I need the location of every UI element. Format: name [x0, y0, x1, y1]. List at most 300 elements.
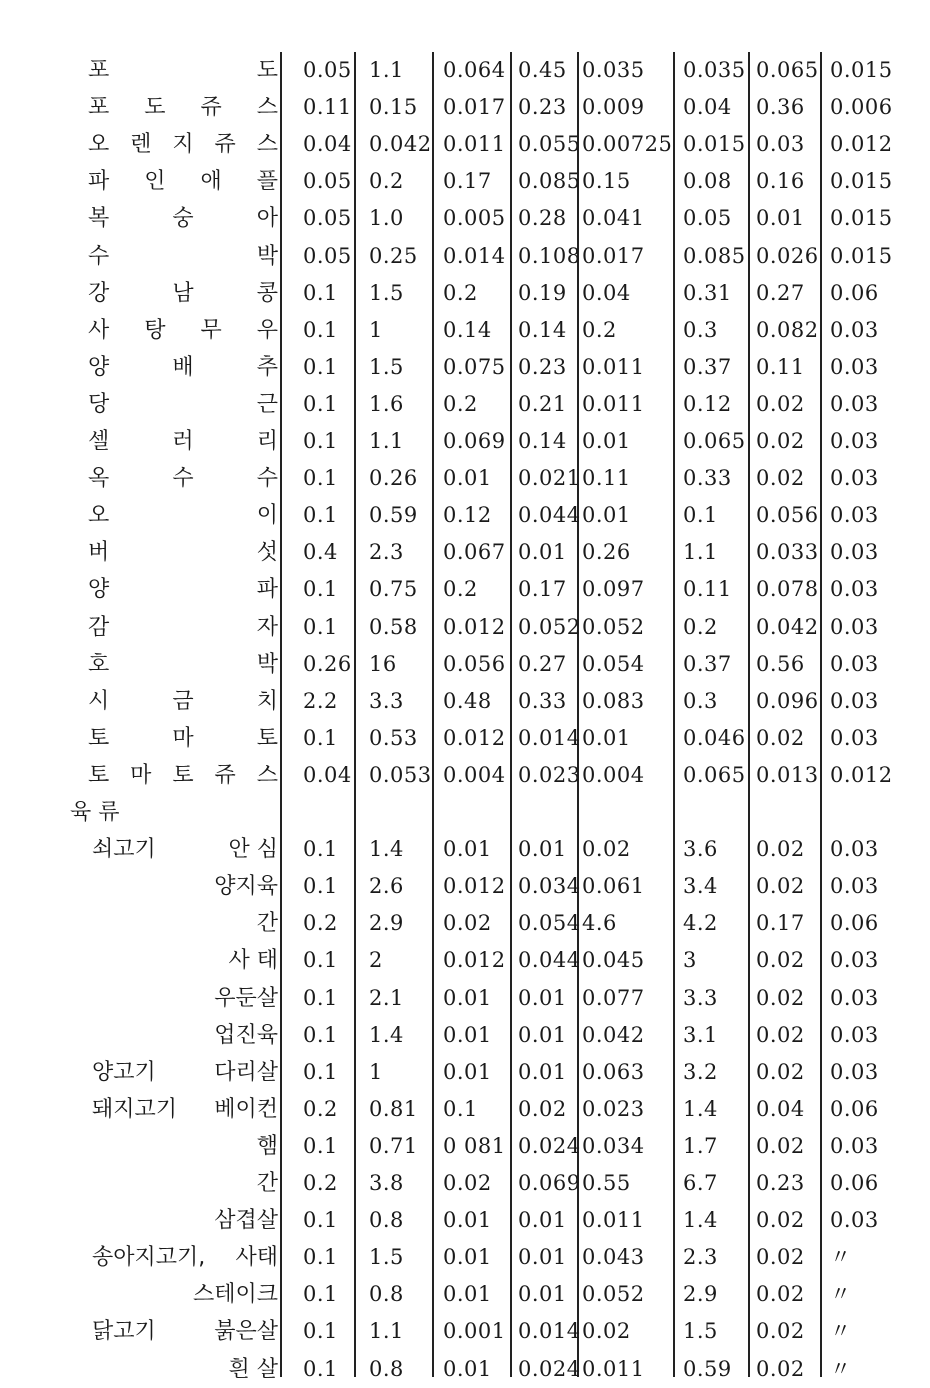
value-cell: 3.2 [683, 1059, 718, 1084]
value-cell: 0.012 [830, 132, 893, 157]
value-cell: 0.1 [303, 1282, 338, 1307]
table-row [0, 1202, 930, 1239]
food-name-char: 이 [256, 503, 278, 529]
value-cell: 0.4 [303, 540, 338, 565]
value-cell: 0.1 [303, 317, 338, 342]
value-cell: 0.023 [518, 762, 581, 787]
value-cell: 0.08 [683, 169, 732, 194]
value-cell: 0.1 [303, 1245, 338, 1270]
value-cell: 0.009 [582, 95, 645, 120]
value-cell: 0.02 [756, 429, 805, 453]
food-name-char: 리 [256, 429, 278, 454]
value-cell: 0.8 [369, 1208, 404, 1233]
value-cell: 2.3 [369, 540, 404, 565]
food-name-char: 도 [256, 58, 278, 83]
food-name-char: 쥬 [200, 95, 222, 121]
value-cell: 0.37 [683, 651, 732, 676]
value-cell: 1.7 [683, 1133, 718, 1158]
value-cell: 0.02 [582, 1319, 631, 1344]
table-row [0, 126, 930, 163]
value-cell: 0.017 [582, 243, 645, 268]
value-cell: 0.1 [303, 466, 338, 491]
value-cell: 0.05 [683, 206, 732, 231]
value-cell: 0.01 [518, 1282, 567, 1307]
food-name-char: 포 [88, 58, 110, 83]
meat-group: 돼지고기 [92, 1096, 178, 1122]
value-cell: 3.3 [369, 688, 404, 713]
value-cell: 0.03 [830, 651, 879, 676]
value-cell: 0.064 [443, 58, 506, 82]
table-row [0, 609, 930, 646]
value-cell: 0.02 [756, 725, 805, 750]
value-cell: 0.067 [443, 540, 506, 565]
value-cell: 0.71 [369, 1133, 418, 1158]
value-cell: 2.2 [303, 688, 338, 713]
value-cell: 0.00725 [582, 132, 673, 157]
value-cell: 0.11 [756, 354, 805, 379]
value-cell: 0.03 [830, 948, 879, 973]
value-cell: 0.04 [756, 1096, 805, 1121]
value-cell: 0.1 [303, 1319, 338, 1344]
table-row [0, 89, 930, 126]
value-cell: 0.053 [369, 762, 432, 787]
value-cell: 0.05 [303, 206, 352, 231]
value-cell: 0.004 [582, 762, 645, 787]
value-cell: 0.02 [518, 1096, 567, 1121]
value-cell: 0.052 [582, 1282, 645, 1307]
value-cell: 0.17 [443, 169, 492, 194]
food-name-char: 감 [88, 614, 110, 640]
value-cell: 0.03 [830, 614, 879, 639]
food-name [88, 275, 278, 312]
value-cell: 0.03 [830, 688, 879, 713]
food-name-char: 포 [88, 95, 110, 121]
value-cell: 0.01 [518, 1059, 567, 1084]
value-cell: 0.1 [303, 280, 338, 305]
value-cell: 0.03 [756, 132, 805, 157]
food-name-char: 마 [172, 725, 194, 751]
value-cell: 0.02 [756, 837, 805, 862]
value-cell: 0.14 [518, 317, 567, 342]
meat-cut: 간 [256, 1171, 278, 1196]
value-cell: 0.096 [756, 688, 819, 713]
value-cell: 0.024 [518, 1133, 581, 1158]
value-cell: 0.1 [303, 503, 338, 528]
food-name [88, 757, 278, 794]
value-cell: 1.1 [369, 58, 404, 82]
meat-group: 쇠고기 [92, 837, 156, 863]
food-name-char: 파 [88, 169, 110, 195]
value-cell: 2 [369, 948, 383, 973]
value-cell: 0.083 [582, 688, 645, 713]
value-cell: 0.33 [683, 466, 732, 491]
value-cell: 0.054 [518, 911, 581, 936]
value-cell: 0.04 [582, 280, 631, 305]
value-cell: 0.01 [582, 503, 631, 528]
food-name-char: 추 [256, 354, 278, 380]
food-name [88, 312, 278, 349]
value-cell: 0.28 [518, 206, 567, 231]
value-cell: 0.03 [830, 985, 879, 1010]
food-name-char: 쥬 [214, 132, 236, 158]
value-cell: 0.01 [443, 837, 492, 862]
food-name-char: 아 [256, 206, 278, 232]
value-cell: 2.6 [369, 874, 404, 899]
food-name-char: 오 [88, 132, 110, 158]
value-cell: 0.2 [303, 911, 338, 936]
value-cell: 1.4 [683, 1096, 718, 1121]
value-cell: 0.065 [683, 429, 746, 453]
value-cell: 0.12 [443, 503, 492, 528]
food-name-char: 파 [256, 577, 278, 603]
value-cell: 〃 [830, 1282, 852, 1307]
value-cell: 0.01 [443, 985, 492, 1010]
value-cell: 0.011 [443, 132, 506, 157]
value-cell: 0.27 [756, 280, 805, 305]
food-name-char: 수 [256, 466, 278, 492]
food-name-char: 박 [256, 651, 278, 677]
table-row [0, 163, 930, 200]
food-name-char: 옥 [88, 466, 110, 492]
value-cell: 0.021 [518, 466, 581, 491]
value-cell: 3.4 [683, 874, 718, 899]
value-cell: 0.052 [582, 614, 645, 639]
food-name-char: 배 [172, 354, 194, 380]
value-cell: 0.1 [303, 354, 338, 379]
value-cell: 0.069 [443, 429, 506, 453]
value-cell: 0.045 [582, 948, 645, 973]
food-name-char: 사 [88, 317, 110, 343]
value-cell: 0.034 [518, 874, 581, 899]
value-cell: 0.02 [756, 1022, 805, 1047]
table-row [0, 757, 930, 794]
value-cell: 2.9 [683, 1282, 718, 1307]
value-cell: 0.044 [518, 948, 581, 973]
value-cell: 0.2 [303, 1096, 338, 1121]
food-name-char: 복 [88, 206, 110, 232]
table-row [0, 534, 930, 571]
value-cell: 0.015 [830, 58, 893, 82]
table-row [0, 905, 930, 942]
food-name-char: 인 [144, 169, 166, 195]
food-name-char: 금 [172, 688, 194, 714]
value-cell: 0.04 [303, 762, 352, 787]
value-cell: 0.001 [443, 1319, 506, 1344]
value-cell: 1.4 [683, 1208, 718, 1233]
food-name-char: 마 [130, 762, 152, 788]
meat-cut: 우둔살 [214, 985, 278, 1011]
food-name-char: 강 [88, 280, 110, 306]
value-cell: 0.065 [683, 762, 746, 787]
value-cell: 0.2 [369, 169, 404, 194]
table-row [0, 1239, 930, 1276]
value-cell: 0.21 [518, 391, 567, 416]
value-cell: 16 [369, 651, 397, 676]
table-row [0, 942, 930, 979]
value-cell: 0.23 [518, 95, 567, 120]
value-cell: 0.27 [518, 651, 567, 676]
value-cell: 0.12 [683, 391, 732, 416]
food-name-char: 호 [88, 651, 110, 677]
value-cell: 0.012 [443, 614, 506, 639]
value-cell: 0.069 [518, 1171, 581, 1195]
value-cell: 0 081 [443, 1133, 506, 1158]
value-cell: 0.37 [683, 354, 732, 379]
food-name-char: 러 [172, 429, 194, 454]
food-name [88, 238, 278, 275]
meat-cut: 간 [256, 911, 278, 937]
value-cell: 0.012 [443, 948, 506, 973]
value-cell: 1.4 [369, 1022, 404, 1047]
value-cell: 0.017 [443, 95, 506, 120]
value-cell: 0.012 [443, 725, 506, 750]
value-cell: 0.1 [303, 1022, 338, 1047]
value-cell: 0.056 [756, 503, 819, 528]
value-cell: 0.36 [756, 95, 805, 120]
food-name-char: 무 [200, 317, 222, 343]
value-cell: 0.23 [756, 1171, 805, 1195]
value-cell: 0.14 [518, 429, 567, 453]
value-cell: 0.01 [518, 837, 567, 862]
food-name [88, 720, 278, 757]
value-cell: 0.17 [756, 911, 805, 936]
food-name [88, 163, 278, 200]
value-cell: 0.085 [518, 169, 581, 194]
value-cell: 2.9 [369, 911, 404, 936]
value-cell: 0.02 [756, 391, 805, 416]
meat-group: 송아지고기, [92, 1245, 206, 1271]
table-row [0, 200, 930, 237]
value-cell: 0.01 [582, 429, 631, 453]
food-name [88, 609, 278, 646]
meat-cut: 안 심 [228, 837, 278, 863]
food-name [88, 200, 278, 237]
value-cell: 0.1 [303, 725, 338, 750]
value-cell: 0.1 [303, 1356, 338, 1381]
value-cell: 0.45 [518, 58, 567, 82]
food-name-char: 토 [88, 725, 110, 751]
value-cell: 0.23 [518, 354, 567, 379]
value-cell: 1.1 [369, 429, 404, 453]
value-cell: 0.1 [303, 985, 338, 1010]
table-row [0, 349, 930, 386]
value-cell: 0.077 [582, 985, 645, 1010]
value-cell: 0.2 [683, 614, 718, 639]
table-row [0, 497, 930, 534]
value-cell: 0.023 [582, 1096, 645, 1121]
food-name-char: 양 [88, 354, 110, 380]
value-cell: 〃 [830, 1319, 852, 1344]
food-name-char: 우 [256, 317, 278, 343]
meat-cut: 베이컨 [214, 1096, 278, 1122]
value-cell: 0.1 [303, 948, 338, 973]
value-cell: 0.58 [369, 614, 418, 639]
value-cell: 0.02 [756, 948, 805, 973]
value-cell: 0.035 [683, 58, 746, 82]
food-name [88, 386, 278, 423]
value-cell: 0.1 [303, 874, 338, 899]
table-row [0, 683, 930, 720]
value-cell: 0.04 [303, 132, 352, 157]
table-row [0, 831, 930, 868]
value-cell: 0.006 [830, 95, 893, 120]
food-name-char: 쥬 [214, 762, 236, 788]
value-cell: 1.5 [369, 280, 404, 305]
value-cell: 0.043 [582, 1245, 645, 1270]
value-cell: 0.015 [830, 169, 893, 194]
food-name-char: 탕 [144, 317, 166, 343]
value-cell: 0.8 [369, 1356, 404, 1381]
value-cell: 0.06 [830, 280, 879, 305]
value-cell: 0.26 [582, 540, 631, 565]
table-row [0, 1091, 930, 1128]
value-cell: 0.01 [443, 1208, 492, 1233]
table-row [0, 386, 930, 423]
value-cell: 0.02 [756, 1208, 805, 1233]
value-cell: 0.03 [830, 466, 879, 491]
value-cell: 0.01 [518, 1022, 567, 1047]
value-cell: 〃 [830, 1356, 852, 1381]
meat-cut: 붉은살 [214, 1319, 278, 1345]
food-name-char: 렌 [130, 132, 152, 158]
value-cell: 0.082 [756, 317, 819, 342]
food-name-char: 콩 [256, 280, 278, 306]
value-cell: 1 [369, 317, 383, 342]
table-row [0, 52, 930, 89]
value-cell: 0.03 [830, 1208, 879, 1233]
value-cell: 0.03 [830, 317, 879, 342]
value-cell: 0.011 [582, 391, 645, 416]
table-row [0, 868, 930, 905]
table-row [0, 1313, 930, 1350]
value-cell: 0.033 [756, 540, 819, 565]
meat-cut: 스테이크 [192, 1282, 278, 1308]
table-row [0, 720, 930, 757]
food-name-char: 도 [144, 95, 166, 121]
value-cell: 0.013 [756, 762, 819, 787]
value-cell: 0.024 [518, 1356, 581, 1381]
food-name-char: 양 [88, 577, 110, 603]
value-cell: 0.041 [582, 206, 645, 231]
value-cell: 0.03 [830, 429, 879, 453]
meat-cut: 삼겹살 [214, 1208, 278, 1234]
value-cell: 1.1 [683, 540, 718, 565]
value-cell: 0.01 [443, 466, 492, 491]
value-cell: 0.015 [830, 206, 893, 231]
value-cell: 0.03 [830, 1022, 879, 1047]
food-name [88, 497, 278, 534]
value-cell: 0.03 [830, 391, 879, 416]
meat-group: 닭고기 [92, 1319, 156, 1345]
value-cell: 0.078 [756, 577, 819, 602]
meat-cut: 사태 [235, 1245, 278, 1271]
table-row [0, 423, 930, 460]
value-cell: 0.035 [582, 58, 645, 82]
food-name-char: 토 [256, 725, 278, 751]
value-cell: 0.1 [303, 837, 338, 862]
value-cell: 0.026 [756, 243, 819, 268]
value-cell: 0.02 [756, 1319, 805, 1344]
food-name-char: 스 [256, 132, 278, 158]
value-cell: 0.011 [582, 1208, 645, 1233]
food-name-char: 플 [256, 169, 278, 195]
meat-cut: 흰 살 [228, 1356, 278, 1382]
food-name-char: 남 [172, 280, 194, 306]
meat-cut: 양지육 [214, 874, 278, 900]
value-cell: 6.7 [683, 1171, 718, 1195]
value-cell: 0.17 [518, 577, 567, 602]
value-cell: 0.06 [830, 1171, 879, 1195]
table-row [0, 460, 930, 497]
food-name-char: 지 [172, 132, 194, 158]
value-cell: 1 [369, 1059, 383, 1084]
value-cell: 0.05 [303, 58, 352, 82]
value-cell: 0.26 [369, 466, 418, 491]
food-name-char: 섯 [256, 540, 278, 566]
food-name-char: 스 [256, 762, 278, 788]
value-cell: 0.2 [443, 577, 478, 602]
value-cell: 0.2 [582, 317, 617, 342]
value-cell: 0.15 [369, 95, 418, 120]
value-cell: 0.065 [756, 58, 819, 82]
value-cell: 0.02 [756, 1356, 805, 1381]
food-name [88, 423, 278, 460]
value-cell: 0.012 [830, 762, 893, 787]
table-row [0, 1165, 930, 1202]
value-cell: 0.02 [756, 466, 805, 491]
value-cell: 0.01 [443, 1059, 492, 1084]
value-cell: 0.01 [518, 985, 567, 1010]
value-cell: 0.02 [756, 985, 805, 1010]
food-name-char: 자 [256, 614, 278, 640]
value-cell: 0.11 [683, 577, 732, 602]
value-cell: 3.1 [683, 1022, 718, 1047]
value-cell: 3.6 [683, 837, 718, 862]
meat-group: 양고기 [92, 1059, 156, 1085]
value-cell: 1.5 [369, 1245, 404, 1270]
value-cell: 0.03 [830, 1133, 879, 1158]
value-cell: 0.06 [830, 911, 879, 936]
value-cell: 0.063 [582, 1059, 645, 1084]
value-cell: 2.3 [683, 1245, 718, 1270]
value-cell: 4.2 [683, 911, 718, 936]
value-cell: 0.01 [756, 206, 805, 231]
value-cell: 0.1 [303, 1208, 338, 1233]
value-cell: 0.056 [443, 651, 506, 676]
food-name-char: 당 [88, 391, 110, 417]
value-cell: 0.075 [443, 354, 506, 379]
value-cell: 0.01 [518, 540, 567, 565]
food-name-char: 오 [88, 503, 110, 529]
value-cell: 0.011 [582, 354, 645, 379]
value-cell: 0.042 [369, 132, 432, 157]
meat-cut: 업진육 [214, 1022, 278, 1048]
food-name [88, 534, 278, 571]
food-name-char: 수 [88, 243, 110, 269]
value-cell: 0.01 [518, 1245, 567, 1270]
food-name [88, 349, 278, 386]
value-cell: 0.1 [303, 614, 338, 639]
table-row [0, 571, 930, 608]
value-cell: 0.02 [756, 1245, 805, 1270]
food-name-char: 스 [256, 95, 278, 121]
value-cell: 3 [683, 948, 697, 973]
value-cell: 0.097 [582, 577, 645, 602]
value-cell: 0.05 [303, 169, 352, 194]
value-cell: 0.02 [756, 874, 805, 899]
food-name [88, 460, 278, 497]
value-cell: 0.59 [683, 1356, 732, 1381]
